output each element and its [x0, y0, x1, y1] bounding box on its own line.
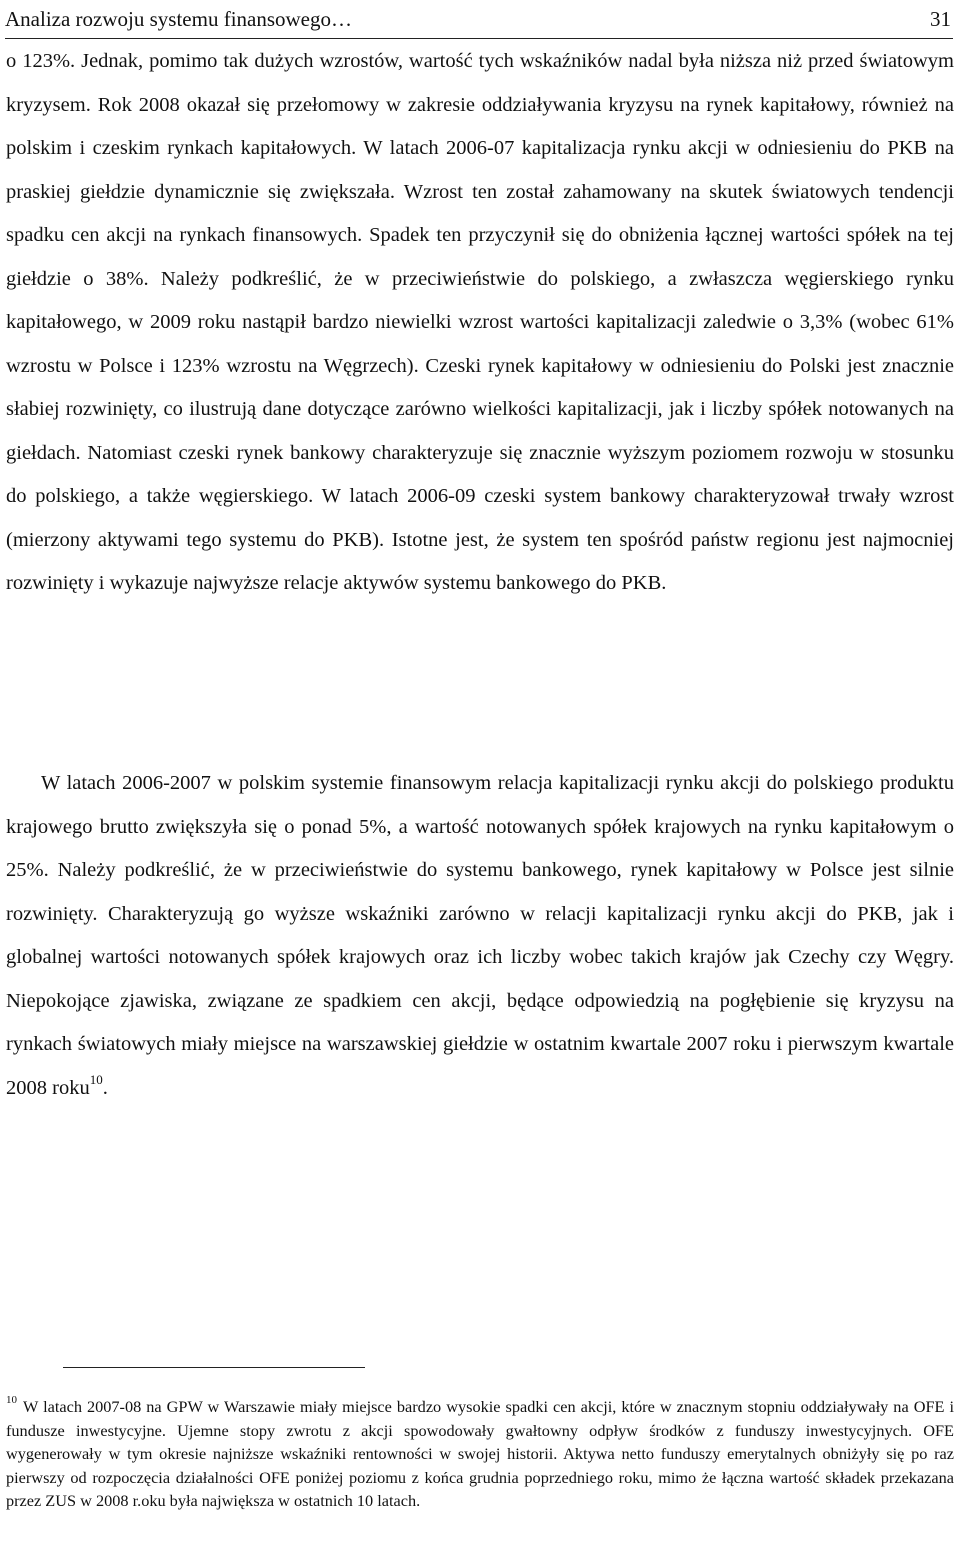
footnote-number: 10	[6, 1394, 17, 1406]
footnote-reference[interactable]: 10	[89, 1071, 103, 1087]
footnote-text: W latach 2007-08 na GPW w Warszawie miały miejsce bardzo wysokie spadki cen akcji, które w znacznym stopniu oddziaływały na OFE i fundusze inwestycyjne. Ujemne stopy zwrotu z akcji spowodowały gwałtowny odpływ środków z funduszy inwestycyjnych. OFE wygenerowały w tym okresie najniższe wskaźniki rentowności w swojej historii. Aktywa netto funduszy emerytalnych obniżyły się po raz pierwszy od rozpoczęcia działalności OFE poniżej poziomu z końca grudnia poprzedniego roku, mimo że łączna wartość składek przekazana przez ZUS w 2008 r.oku była największa w ostatnich 10 latach.	[6, 1397, 954, 1510]
paragraph-2-end: .	[102, 1076, 108, 1099]
paragraph-2	[6, 762, 954, 1110]
paragraph-2-text: W latach 2006-2007 w polskim systemie finansowym relacja kapitalizacji rynku akcji do polskiego produktu krajowego brutto zwiększyła się o ponad 5%, a wartość notowanych spółek krajowych na rynku kapitałowym o 25%. Należy podkreślić, że w przeciwieństwie do systemu bankowego, rynek kapitałowy w Polsce jest silnie rozwinięty. Charakteryzują go wyższe wskaźniki zarówno w relacji kapitalizacji rynku akcji do PKB, jak i globalnej wartości notowanych spółek krajowych oraz ich liczby wobec takich krajów jak Czechy czy Węgry. Niepokojące zjawiska, związane ze spadkiem cen akcji, będące odpowiedzią na pogłębienie się kryzysu na rynkach światowych miały miejsce na warszawskiej giełdzie w ostatnim kwartale 2007 roku i pierwszym kwartale 2008 roku	[6, 772, 954, 1099]
footnote-separator	[63, 1367, 365, 1368]
page-number: 31	[930, 7, 951, 31]
header-title: Analiza rozwoju systemu finansowego…	[5, 7, 353, 31]
paragraph-1: o 123%. Jednak, pomimo tak dużych wzrostów, wartość tych wskaźników nadal była niższa niż przed światowym kryzysem. Rok 2008 okazał się przełomowy w zakresie oddziaływania kryzysu na rynek kapitałowy, również na polskim i czeskim rynkach kapitałowych. W latach 2006-07 kapitalizacja rynku akcji w odniesieniu do PKB na praskiej giełdzie dynamicznie się zwiększała. Wzrost ten został zahamowany na skutek światowych tendencji spadku cen akcji na rynkach finansowych. Spadek ten przyczynił się do obniżenia łącznej wartości spółek na tej giełdzie o 38%. Należy podkreślić, że w przeciwieństwie do polskiego, a zwłaszcza węgierskiego rynku kapitałowego, w 2009 roku nastąpił bardzo niewielki wzrost wartości kapitalizacji zaledwie o 3,3% (wobec 61% wzrostu w Polsce i 123% wzrostu na Węgrzech). Czeski rynek kapitałowy w odniesieniu do Polski jest znacznie słabiej rozwinięty, co ilustrują dane dotyczące zarówno wielkości kapitalizacji, jak i liczby spółek notowanych na giełdach. Natomiast czeski rynek bankowy charakteryzuje się znacznie wyższym poziomem rozwoju w stosunku do polskiego, a także węgierskiego. W latach 2006-09 czeski system bankowy charakteryzował trwały wzrost (mierzony aktywami tego systemu do PKB). Istotne jest, że system ten spośród państw regionu jest najmocniej rozwinięty i wykazuje najwyższe relacje aktywów systemu bankowego do PKB.	[6, 50, 954, 594]
footnote	[6, 1395, 954, 1513]
running-header	[5, 2, 953, 39]
